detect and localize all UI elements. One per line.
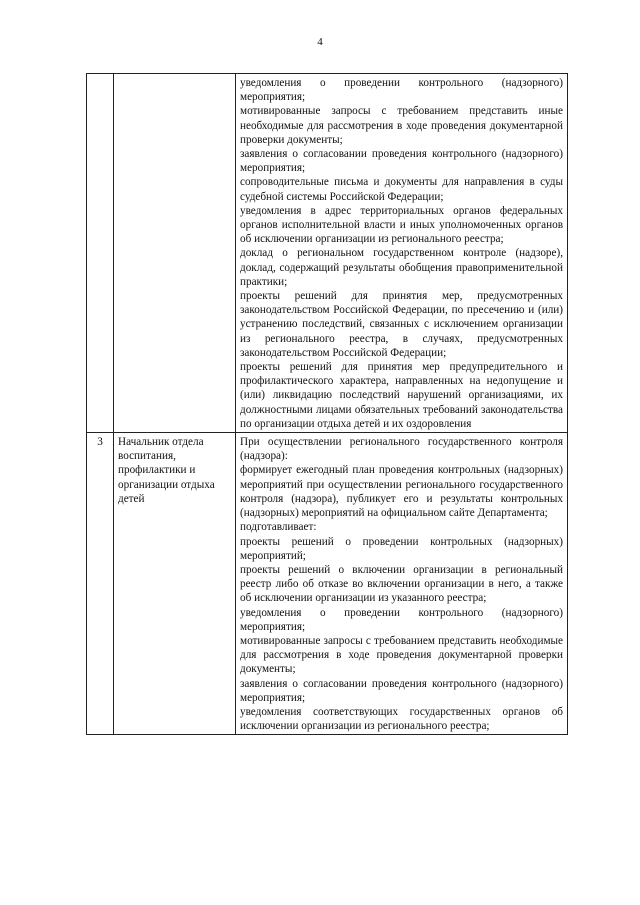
duty-item: подготавливает: xyxy=(240,521,317,534)
duty-item: проекты решений для принятия мер предупредительного и профилактического характера, направленных на недопущение и (или) ликвидацию последствий нарушений организациями, их должностными лицами обязательных требований законодательства по организации отдыха детей и их оздоровления xyxy=(240,361,563,430)
row-number-cell: 3 xyxy=(87,433,114,735)
row-number-cell xyxy=(87,74,114,433)
role-cell xyxy=(114,74,236,433)
duties-cell xyxy=(236,74,568,433)
duties-table xyxy=(86,73,568,735)
duty-item: формирует ежегодный план проведения контрольных (надзорных) мероприятий при осуществлении регионального государственного контроля (надзора), публикует его и результаты контрольных (надзорных) мероприятий на официальном сайте Департамента; xyxy=(240,464,563,520)
duty-item: заявления о согласовании проведения контрольного (надзорного) мероприятия; xyxy=(240,677,563,704)
duty-item: При осуществлении регионального государственного контроля (надзора): xyxy=(240,436,563,463)
duty-item: мотивированные запросы с требованием представить иные необходимые для рассмотрения в ходе проведения документарной проверки документы; xyxy=(240,105,563,146)
role-cell: Начальник отдела воспитания, профилактики и организации отдыха детей xyxy=(114,433,236,735)
page-number: 4 xyxy=(317,36,323,48)
table-row xyxy=(87,433,568,735)
duty-item: заявления о согласовании проведения контрольного (надзорного) мероприятия; xyxy=(240,148,563,175)
duty-item: доклад о региональном государственном контроле (надзоре), доклад, содержащий результаты обобщения правоприменительной практики; xyxy=(240,247,563,288)
duty-item: проекты решений для принятия мер, предусмотренных законодательством Российской Федерации, по пресечению и (или) устранению последствий, связанных с исключением организации из регионального реестра, в случаях, предусмотренных законодательством Российской Федерации; xyxy=(240,290,563,359)
table-row xyxy=(87,74,568,433)
duty-item: уведомления соответствующих государственных органов об исключении организации из регионального реестра; xyxy=(240,705,563,733)
duty-item: проекты решений о проведении контрольных (надзорных) мероприятий; xyxy=(240,535,563,562)
duty-item: проекты решений о включении организации в региональный реестр либо об отказе во включении организации в него, а также об исключении организации из указанного реестра; xyxy=(240,563,563,605)
duty-item: мотивированные запросы с требованием представить необходимые для рассмотрения в ходе проведения документарной проверки документы; xyxy=(240,634,563,676)
duty-item: сопроводительные письма и документы для направления в суды судебной системы Российской Федерации; xyxy=(240,176,563,203)
duties-cell xyxy=(236,433,568,735)
duty-item: уведомления в адрес территориальных органов федеральных органов исполнительной власти и иных уполномоченных органов об исключении организации из регионального реестра; xyxy=(240,204,563,246)
duty-item: уведомления о проведении контрольного (надзорного) мероприятия; xyxy=(240,606,563,633)
duty-item: уведомления о проведении контрольного (надзорного) мероприятия; xyxy=(240,77,563,104)
